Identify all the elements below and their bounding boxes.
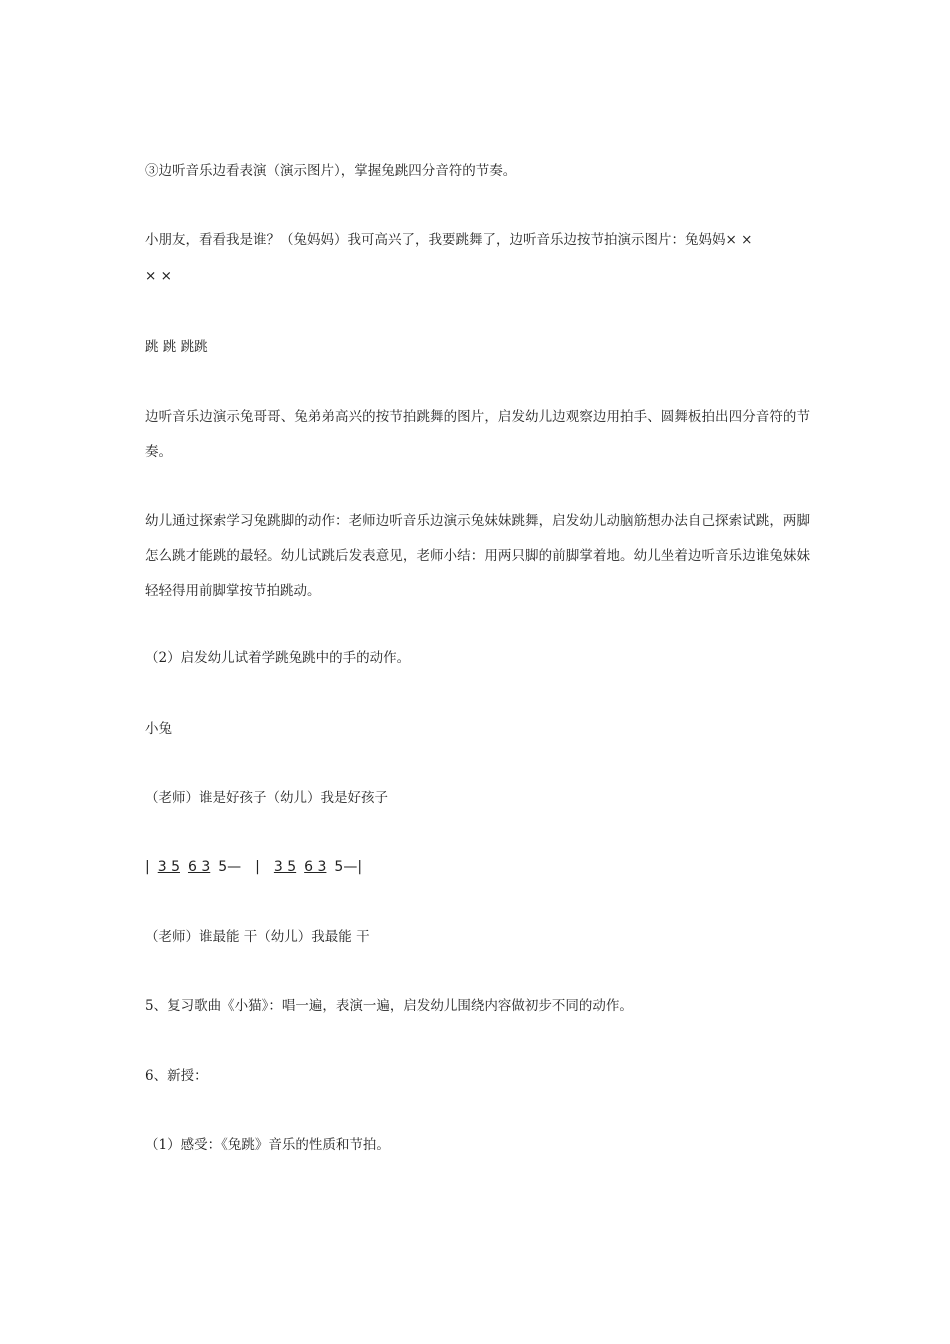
paragraph-feel-music: （1）感受：《兔跳》音乐的性质和节拍。 bbox=[145, 1137, 390, 1153]
score-notes-2b: 6 3 bbox=[304, 859, 327, 875]
paragraph-most-capable: （老师）谁最能 干（幼儿）我最能 干 bbox=[145, 929, 370, 945]
score-notes-1b: 6 3 bbox=[187, 859, 211, 875]
paragraph-review-song: 5、复习歌曲《小猫》：唱一遍，表演一遍，启发幼儿围绕内容做初步不同的动作。 bbox=[145, 998, 633, 1014]
music-score-line bbox=[145, 857, 810, 877]
paragraph-rabbit-brothers: 边听音乐边演示兔哥哥、兔弟弟高兴的按节拍跳舞的图片，启发幼儿边观察边用拍手、圆舞板拍出四分音符的节奏。 bbox=[145, 409, 810, 460]
paragraph-rabbit-mother: 小朋友，看看我是谁？（兔妈妈）我可高兴了，我要跳舞了，边听音乐边按节拍演示图片：兔妈妈× × bbox=[145, 232, 753, 248]
paragraph-rabbit-mother-rhythm: × × bbox=[145, 268, 172, 284]
paragraph-little-rabbit: 小兔 bbox=[145, 721, 172, 737]
paragraph-listen-watch: ③边听音乐边看表演（演示图片），掌握兔跳四分音符的节奏。 bbox=[145, 163, 517, 179]
score-bar-close: | bbox=[357, 859, 363, 875]
score-bar-mid: | bbox=[255, 859, 260, 875]
paragraph-new-lesson: 6、新授： bbox=[145, 1068, 208, 1084]
paragraph-explore-feet: 幼儿通过探索学习兔跳脚的动作：老师边听音乐边演示兔妹妹跳舞，启发幼儿动脑筋想办法自己探索试跳，两脚怎么跳才能跳的最轻。幼儿试跳后发表意见，老师小结：用两只脚的前脚掌着地。幼儿坐着边听音乐边谁兔妹妹轻轻得用前脚掌按节拍跳动。 bbox=[145, 513, 810, 599]
paragraph-good-child: （老师）谁是好孩子（幼儿）我是好孩子 bbox=[145, 790, 388, 806]
score-notes-1c: 5— bbox=[218, 859, 242, 875]
paragraph-hand-movements: （2）启发幼儿试着学跳兔跳中的手的动作。 bbox=[145, 650, 411, 666]
score-notes-2a: 3 5 bbox=[273, 859, 297, 875]
score-notes-1a: 3 5 bbox=[157, 859, 180, 875]
score-notes-2c: 5— bbox=[334, 859, 358, 875]
score-bar-open: | bbox=[145, 859, 150, 875]
paragraph-jump-words: 跳 跳 跳跳 bbox=[145, 339, 208, 355]
